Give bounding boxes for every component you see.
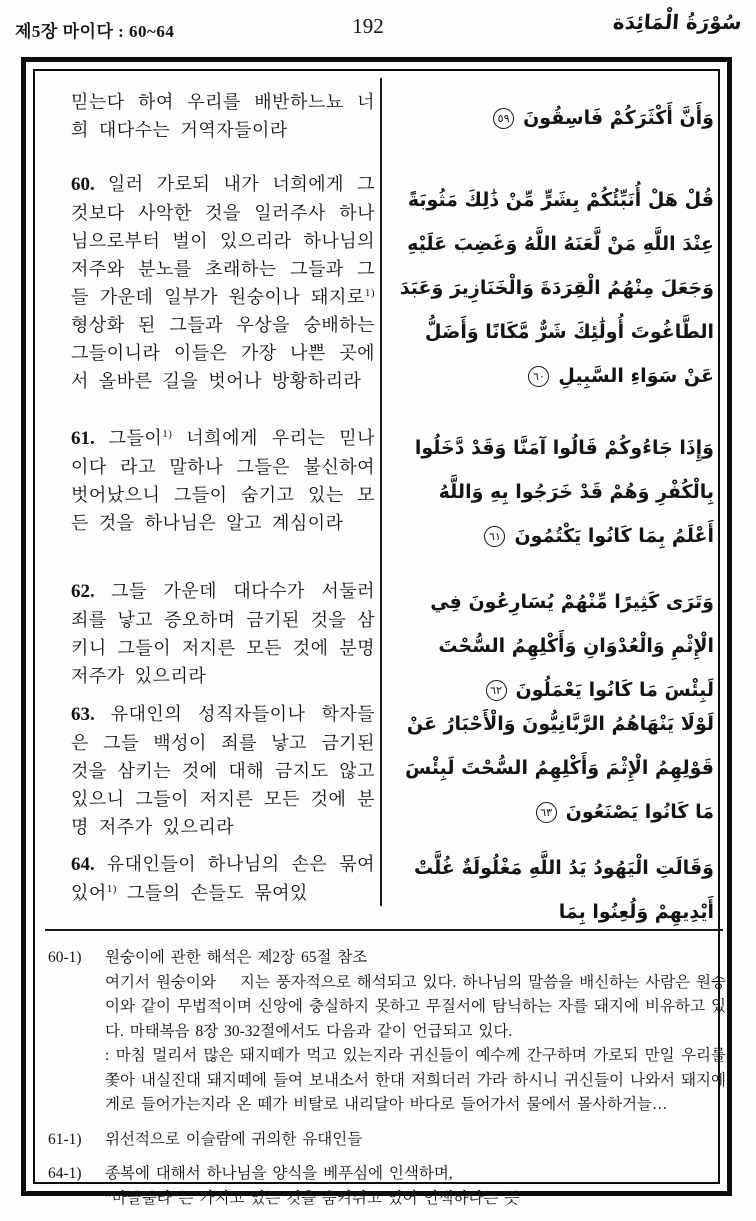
korean-verse-64 xyxy=(71,850,375,907)
surah-title-arabic: سُوْرَةُ الْمَائِدَة xyxy=(612,10,743,34)
korean-verse-61 xyxy=(71,424,375,537)
arabic-verse-59-end xyxy=(392,96,714,140)
verse-number: 63. xyxy=(71,704,95,725)
verse-number: 62. xyxy=(71,581,95,602)
footnote-64-1 xyxy=(48,1162,726,1211)
ayah-end-marker: ٦١ xyxy=(484,526,505,547)
footnote-line: 원숭이에 관한 해석은 제2장 65절 참조 xyxy=(105,949,368,966)
arabic-text: وَإِذَا جَاءُوكُمْ قَالُوا آمَنَّا وَقَدْ دَّخَلُوا بِالْكُفْرِ وَهُمْ قَدْ خَرَجُوا بِهِ وَاللَّهُ أَعْلَمُ بِمَا كَانُوا يَكْتُمُونَ xyxy=(414,437,714,547)
footnote-line: 종복에 대해서 하나님을 양식을 베푸심에 인색하며, xyxy=(105,1165,453,1182)
footnote-marker: 1) xyxy=(162,428,173,440)
arabic-verse-61 xyxy=(392,426,714,558)
main-content-box xyxy=(21,57,732,1207)
footnote-body xyxy=(105,1162,726,1211)
ayah-end-marker: ٥٩ xyxy=(493,108,514,129)
korean-text: 너희에게 우리는 믿나이다 라고 말하나 그들은 불신하여 벗어났으니 그들이 숨기고 있는 모든 것을 하나님은 알고 계심이라 xyxy=(71,428,375,533)
arabic-verse-60 xyxy=(392,178,714,398)
footnote-line: “마글룰라”는 가지고 있는 것을 움켜쥐고 있어 인색하다는 뜻 xyxy=(105,1189,520,1207)
page-number: 192 xyxy=(352,14,384,38)
footnote-60-1 xyxy=(48,946,726,1118)
footnote-label: 64-1) xyxy=(48,1165,82,1182)
korean-text: 형상화 된 그들과 우상을 숭배하는 그들이니라 이들은 가장 나쁜 곳에서 올바른 길을 벗어나 방황하리라 xyxy=(71,315,375,391)
footnote-line: 위선적으로 이슬람에 귀의한 유대인들 xyxy=(105,1130,363,1148)
ayah-end-marker: ٦٠ xyxy=(528,366,549,387)
verse-number: 61. xyxy=(71,428,95,449)
footnote-line: 여기서 원숭이와 지는 풍자적으로 해석되고 있다. 하나님의 말씀을 배신하는 사람은 원숭이와 같이 무법적이며 신앙에 충실하지 못하고 무질서에 탐닉하는 자를 돼지에 비유하고 있다. 마태복음 8장 30-32절에서도 다음과 같이 언급되고 있다. xyxy=(105,973,726,1040)
korean-verse-63 xyxy=(71,700,375,841)
footnote-marker: 1) xyxy=(106,883,117,895)
korean-text: 유대인들이 하나님의 손은 묶여있어 xyxy=(71,854,375,903)
korean-verse-60 xyxy=(71,170,375,395)
arabic-text: قُلْ هَلْ أُنَبِّئُكُمْ بِشَرٍّ مِّنْ ذَٰلِكَ مَثُوبَةً عِنْدَ اللَّهِ مَنْ لَّعَنَهُ اللَّهُ وَغَضِبَ عَلَيْهِ وَجَعَلَ مِنْهُمُ الْقِرَدَةَ وَالْخَنَازِيرَ وَعَبَدَ الطَّاغُوتَ أُولَٰئِكَ شَرٌّ مَّكَانًا وَأَضَلُّ عَنْ سَوَاءِ السَّبِيلِ xyxy=(399,189,714,387)
arabic-verse-63 xyxy=(392,702,714,834)
column-divider-rule xyxy=(380,78,382,906)
korean-verse-62 xyxy=(71,577,375,690)
korean-text: 유대인의 성직자들이나 학자들은 그들 백성이 죄를 낳고 금기된 것을 삼키는 것에 대해 금지도 않고 있으니 그들이 저지른 모든 것에 분명 저주가 있으리라 xyxy=(71,704,375,837)
ayah-end-marker: ٦٢ xyxy=(486,680,507,701)
footnotes-section xyxy=(48,946,726,1221)
arabic-text: وَقَالَتِ الْيَهُودُ يَدُ اللَّهِ مَغْلُولَةٌ غُلَّتْ أَيْدِيهِمْ وَلُعِنُوا بِمَا xyxy=(413,857,714,923)
korean-text: 믿는다 하여 우리를 배반하느뇨 너희 대다수는 거역자들이라 xyxy=(71,92,375,140)
arabic-text: لَوْلَا يَنْهَاهُمُ الرَّبَّانِيُّونَ وَالْأَحْبَارُ عَنْ قَوْلِهِمُ الْإِثْمَ وَأَكْلِهِمُ السُّحْتَ لَبِئْسَ مَا كَانُوا يَصْنَعُونَ xyxy=(405,713,714,823)
arabic-verse-64-partial xyxy=(392,846,714,934)
verse-number: 60. xyxy=(71,174,95,195)
korean-text: 그들 가운데 대다수가 서둘러 죄를 낳고 증오하며 금기된 것을 삼키니 그들이 저지른 모든 것에 분명 저주가 있으리라 xyxy=(71,581,375,686)
footnote-marker: 1) xyxy=(364,287,375,299)
korean-text: 일러 가로되 내가 너희에게 그것보다 사악한 것을 일러주사 하나님으로부터 벌이 있으리라 하나님의 저주와 분노를 초래하는 그들과 그들 가운데 일부가 원숭이나 돼지로 xyxy=(71,174,375,307)
korean-text: 그들이 xyxy=(94,428,163,448)
footnote-separator-rule xyxy=(45,929,723,931)
arabic-text: وَتَرَى كَثِيرًا مِّنْهُمْ يُسَارِعُونَ فِي الْإِثْمِ وَالْعُدْوَانِ وَأَكْلِهِمُ السُّحْتَ لَبِئْسَ مَا كَانُوا يَعْمَلُونَ xyxy=(430,591,714,701)
arabic-verse-62 xyxy=(392,580,714,712)
footnote-61-1 xyxy=(48,1128,726,1153)
footnote-body xyxy=(105,1128,726,1153)
chapter-info: 제5장 마이다 : 60~64 xyxy=(15,22,175,41)
footnote-label: 61-1) xyxy=(48,1130,82,1148)
arabic-text: وَأَنَّ أَكْثَرَكُمْ فَاسِقُونَ xyxy=(523,107,714,129)
korean-text: 그들의 손들도 묶여있 xyxy=(116,883,308,903)
ayah-end-marker: ٦٣ xyxy=(536,802,557,823)
footnote-body xyxy=(105,946,726,1118)
korean-verse-59-continuation xyxy=(71,88,375,144)
footnote-line: : 마침 멀리서 많은 돼지떼가 먹고 있는지라 귀신들이 예수께 간구하며 가로되 만일 우리를 쫓아 내실진대 돼지떼에 들여 보내소서 한대 저희더러 가라 하시니 귀신들이 나와서 돼지에게로 들어가는지라 온 떼가 비탈로 내리달아 바다로 들어가서 물에서 몰사하거늘… xyxy=(105,1047,726,1113)
footnote-label: 60-1) xyxy=(48,949,82,966)
verse-number: 64. xyxy=(71,854,95,875)
